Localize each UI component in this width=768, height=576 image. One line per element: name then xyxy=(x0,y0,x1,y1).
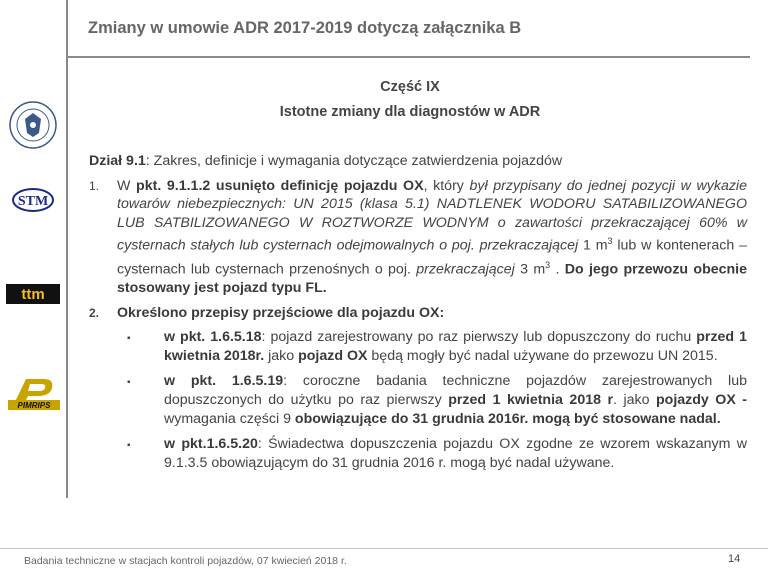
text-run-bold: pojazdy OX - xyxy=(655,392,748,408)
superscript: 3 xyxy=(607,236,613,247)
text-run: 3 m xyxy=(514,261,546,278)
text-run-italic: był przypisany do jednej pozycji w wykazie towarów niebezpiecznych: UN 2015 (klasa 5.1) NADTLENEK WODORU SATABILIZOWANEGO LUB SATBILIZOWANEGO W ROZTWORZE WODNYM o zawartości przekraczającej 60% w cysternach stałych lub cysternach odejmowalnych o poj. przekraczającej xyxy=(117,177,747,255)
text-run: 1 m xyxy=(578,238,608,255)
text-run: jako xyxy=(264,347,299,364)
text-run: . xyxy=(550,261,565,278)
dzial-label: Dział 9.1 xyxy=(89,153,146,169)
part-subtitle: Istotne zmiany dla diagnostów w ADR xyxy=(279,104,541,120)
ttm-logo xyxy=(6,284,60,304)
seal-logo xyxy=(8,100,58,150)
text-run: , który xyxy=(423,177,470,194)
text-run-italic: przekraczającej xyxy=(416,261,515,278)
item-number: 2. xyxy=(89,305,100,320)
superscript: 3 xyxy=(545,259,551,270)
text-run-bold: w pkt. 1.6.5.19 xyxy=(164,373,284,390)
page-title: Zmiany w umowie ADR 2017-2019 dotyczą załącznika B xyxy=(88,19,522,37)
svg-text:PIMRIPS: PIMRIPS xyxy=(17,401,51,410)
bullet-item-1 xyxy=(89,328,747,365)
text-run-bold: przed 1 kwietnia 2018 r xyxy=(448,392,614,408)
svg-text:STM: STM xyxy=(17,194,49,209)
stm-logo xyxy=(10,185,56,215)
text-run-bold: obowiązujące do 31 grudnia 2016r. mogą być stosowane nadal. xyxy=(294,410,721,427)
page-number: 14 xyxy=(728,553,741,565)
pimrips-logo xyxy=(4,374,64,414)
text-run: . jako xyxy=(613,392,656,408)
svg-text:ttm: ttm xyxy=(21,286,45,303)
list-item-1 xyxy=(89,177,747,298)
vertical-rule xyxy=(66,0,68,498)
text-run-bold: pojazd OX xyxy=(298,347,368,364)
bullet-icon: ▪ xyxy=(127,440,131,452)
footer-text: Badania techniczne w stacjach kontroli pojazdów, 07 kwiecień 2018 r. xyxy=(24,555,347,567)
text-run: będą mogły być nadal używane do przewozu UN 2015. xyxy=(367,347,718,364)
part-heading: Część IX xyxy=(380,79,440,95)
text-run-bold: w pkt. 1.6.5.18 xyxy=(164,329,262,346)
text-run: W xyxy=(117,177,137,194)
text-run: : Świadectwa dopuszczenia pojazdu OX zgodne ze wzorem wskazanym w 9.1.3.5 obowiązującym do 31 grudnia 2016 r. mogą być nadal używane. xyxy=(164,436,747,471)
dzial-line xyxy=(89,152,747,171)
content-body xyxy=(89,152,747,479)
dzial-text: : Zakres, definicje i wymagania dotyczące zatwierdzenia pojazdów xyxy=(145,153,563,169)
text-run: : coroczne badania techniczne pojazdów zarejestrowanych lub dopuszczonych do użytku po raz pierwszy xyxy=(164,373,747,408)
bullet-item-2 xyxy=(89,372,747,428)
text-run: wymagania części 9 xyxy=(164,410,295,427)
text-run-bold: przed 1 kwietnia 2018r. xyxy=(164,329,747,364)
footer-rule xyxy=(0,548,768,549)
bullet-icon: ▪ xyxy=(127,333,131,345)
text-run-bold: Do jego przewozu obecnie stosowany jest pojazd typu FL. xyxy=(117,261,748,297)
item-number: 1. xyxy=(89,178,100,193)
item-2-text: Określono przepisy przejściowe dla pojazdu OX: xyxy=(117,304,445,321)
text-run-bold: w pkt.1.6.5.20 xyxy=(164,436,258,453)
text-run-bold: pkt. 9.1.1.2 usunięto definicję pojazdu OX xyxy=(136,177,424,194)
header-rule xyxy=(66,56,750,58)
bullet-item-3 xyxy=(89,435,747,472)
text-run: : pojazd zarejestrowany po raz pierwszy lub dopuszczony do ruchu xyxy=(261,329,697,346)
list-item-2 xyxy=(89,304,747,323)
text-run: lub w kontenerach – cysternach lub cysternach przenośnych o poj. xyxy=(117,238,747,278)
bullet-icon: ▪ xyxy=(127,377,131,389)
